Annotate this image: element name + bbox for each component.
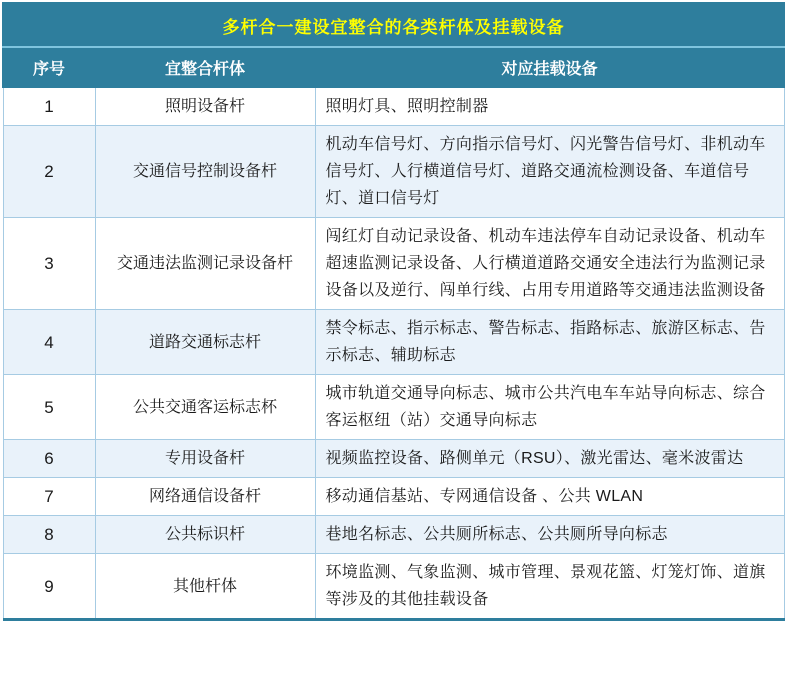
row-number-cell: 1 [3,87,95,126]
table-row [3,218,784,310]
column-header-row [3,47,784,87]
pole-type-cell: 交通信号控制设备杆 [95,126,315,218]
table-row [3,478,784,516]
table-row [3,310,784,375]
devices-cell: 环境监测、气象监测、城市管理、景观花篮、灯笼灯饰、道旗等涉及的其他挂载设备 [315,554,784,620]
table-row [3,516,784,554]
pole-type-cell: 网络通信设备杆 [95,478,315,516]
pole-type-cell: 道路交通标志杆 [95,310,315,375]
table-body [3,87,784,620]
table-row [3,554,784,620]
column-header-devices: 对应挂载设备 [315,47,784,87]
row-number-cell: 4 [3,310,95,375]
devices-cell: 视频监控设备、路侧单元（RSU）、激光雷达、毫米波雷达 [315,440,784,478]
devices-cell: 闯红灯自动记录设备、机动车违法停车自动记录设备、机动车超速监测记录设备、人行横道道路交通安全违法行为监测记录设备以及逆行、闯单行线、占用专用道路等交通违法监测设备 [315,218,784,310]
devices-cell: 禁令标志、指示标志、警告标志、指路标志、旅游区标志、告示标志、辅助标志 [315,310,784,375]
devices-cell: 城市轨道交通导向标志、城市公共汽电车车站导向标志、综合客运枢纽（站）交通导向标志 [315,375,784,440]
column-header-no: 序号 [3,47,95,87]
pole-type-cell: 专用设备杆 [95,440,315,478]
pole-type-cell: 公共交通客运标志杯 [95,375,315,440]
pole-integration-table [2,2,785,621]
table-row [3,87,784,126]
pole-type-cell: 其他杆体 [95,554,315,620]
pole-type-cell: 公共标识杆 [95,516,315,554]
row-number-cell: 3 [3,218,95,310]
row-number-cell: 5 [3,375,95,440]
pole-type-cell: 照明设备杆 [95,87,315,126]
devices-cell: 移动通信基站、专网通信设备 、公共 WLAN [315,478,784,516]
column-header-pole: 宜整合杆体 [95,47,315,87]
table-title: 多杆合一建设宜整合的各类杆体及挂载设备 [3,3,784,47]
devices-cell: 照明灯具、照明控制器 [315,87,784,126]
row-number-cell: 7 [3,478,95,516]
devices-cell: 巷地名标志、公共厕所标志、公共厕所导向标志 [315,516,784,554]
devices-cell: 机动车信号灯、方向指示信号灯、闪光警告信号灯、非机动车信号灯、人行横道信号灯、道路交通流检测设备、车道信号灯、道口信号灯 [315,126,784,218]
row-number-cell: 2 [3,126,95,218]
row-number-cell: 8 [3,516,95,554]
pole-type-cell: 交通违法监测记录设备杆 [95,218,315,310]
table-row [3,375,784,440]
title-row [3,3,784,47]
row-number-cell: 9 [3,554,95,620]
row-number-cell: 6 [3,440,95,478]
table-row [3,440,784,478]
table-row [3,126,784,218]
